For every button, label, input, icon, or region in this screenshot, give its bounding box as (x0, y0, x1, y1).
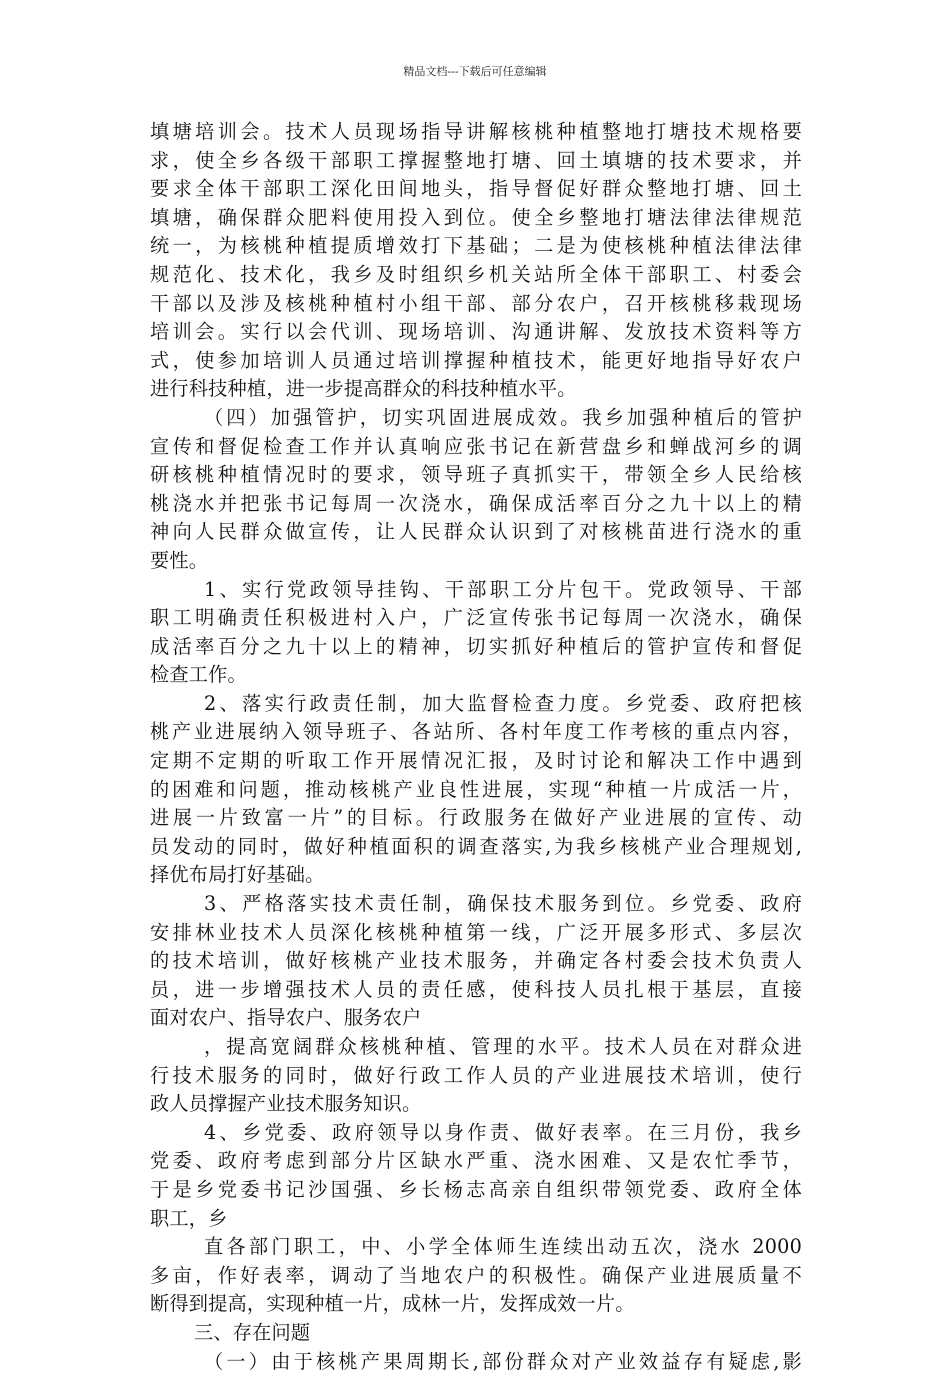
text-line: （一）由于核桃产果周期长,部份群众对产业效益存有疑虑,影 (204, 1349, 802, 1373)
page-header: 精品文档---下载后可任意编辑 (403, 65, 547, 78)
text-line: 宣传和督促检查工作并认真响应张书记在新营盘乡和蝉战河乡的调 (150, 434, 802, 458)
text-line: 职工明确责任积极进村入户，广泛宣传张书记每周一次浇水，确保 (150, 606, 802, 630)
text-line: 式，使参加培训人员通过培训撑握种植技术，能更好地指导好农户 (150, 348, 802, 372)
text-line: 3、严格落实技术责任制，确保技术服务到位。乡党委、政府 (204, 892, 802, 916)
text-line: 的困难和问题，推动核桃产业良性进展，实现“种植一片成活一片， (150, 777, 802, 801)
text-line: 神向人民群众做宣传，让人民群众认识到了对核桃苗进行浇水的重 (150, 520, 802, 544)
text-line: 填塘培训会。技术人员现场指导讲解核桃种植整地打塘技术规格要 (150, 120, 802, 143)
text-line: ，提高宽阔群众核桃种植、管理的水平。技术人员在对群众进 (204, 1035, 802, 1058)
text-line: 党委、政府考虑到部分片区缺水严重、浇水困难、又是农忙季节， (150, 1149, 802, 1173)
text-line: 1、实行党政领导挂钩、干部职工分片包干。党政领导、干部 (204, 577, 802, 601)
text-line: 直各部门职工，中、小学全体师生连续出动五次，浇水 2000 (204, 1235, 802, 1259)
text-line: 三、存在问题 (194, 1320, 311, 1344)
text-line: 政人员撑握产业技术服务知识。 (150, 1092, 422, 1116)
text-line: 员发动的同时，做好种植面积的调查落实,为我乡核桃产业合理规划, (150, 834, 802, 858)
text-line: 干部以及涉及核桃种植村小组干部、部分农户，召开核桃移栽现场 (150, 291, 802, 315)
text-line: 于是乡党委书记沙国强、乡长杨志高亲自组织带领党委、政府全体 (150, 1177, 802, 1201)
document-body (150, 118, 802, 1376)
text-line: 研核桃种植情况时的要求，领导班子真抓实干，带领全乡人民给核 (150, 463, 802, 487)
text-line: 4、乡党委、政府领导以身作责、做好表率。在三月份，我乡 (204, 1120, 802, 1144)
text-line: 2、落实行政责任制，加大监督检查力度。乡党委、政府把核 (204, 691, 802, 715)
text-line: 行技术服务的同时，做好行政工作人员的产业进展技术培训，使行 (150, 1063, 802, 1087)
text-line: 要求全体干部职工深化田间地头，指导督促好群众整地打塘、回土 (150, 177, 802, 201)
text-line: 多亩，作好表率，调动了当地农户的积极性。确保产业进展质量不 (150, 1263, 802, 1287)
text-line: 要性。 (150, 548, 209, 572)
text-line: （四）加强管护，切实巩固进展成效。我乡加强种植后的管护 (204, 405, 802, 429)
text-line: 填塘，确保群众肥料使用投入到位。使全乡整地打塘法律法律规范 (150, 205, 802, 229)
text-line: 统一，为核桃种植提质增效打下基础；二是为使核桃种植法律法律 (150, 234, 802, 258)
text-line: 规范化、技术化，我乡及时组织乡机关站所全体干部职工、村委会 (150, 262, 802, 286)
text-line: 的技术培训，做好核桃产业技术服务，并确定各村委会技术负责人 (150, 949, 802, 973)
text-line: 培训会。实行以会代训、现场培训、沟通讲解、发放技术资料等方 (150, 320, 802, 344)
text-line: 定期不定期的听取工作开展情况汇报，及时讨论和解决工作中遇到 (150, 749, 802, 773)
text-line: 成活率百分之九十以上的精神，切实抓好种植后的管护宣传和督促 (150, 634, 802, 658)
text-line: 职工，乡 (150, 1206, 228, 1230)
text-line: 员，进一步增强技术人员的责任感，使科技人员扎根于基层，直接 (150, 977, 802, 1001)
text-line: 检查工作。 (150, 663, 247, 687)
text-line: 进展一片致富一片”的目标。行政服务在做好产业进展的宣传、动 (150, 806, 802, 830)
text-line: 桃产业进展纳入领导班子、各站所、各村年度工作考核的重点内容， (150, 720, 802, 744)
text-line: 安排林业技术人员深化核桃种植第一线，广泛开展多形式、多层次 (150, 920, 802, 944)
text-line: 断得到提高，实现种植一片，成林一片，发挥成效一片。 (150, 1292, 635, 1316)
text-line: 桃浇水并把张书记每周一次浇水，确保成活率百分之九十以上的精 (150, 491, 802, 515)
text-line: 求，使全乡各级干部职工撑握整地打塘、回土填塘的技术要求，并 (150, 148, 802, 172)
text-line: 进行科技种植，进一步提高群众的科技种植水平。 (150, 377, 577, 401)
text-line: 面对农户、指导农户、服务农户 (150, 1006, 422, 1030)
text-line: 择优布局打好基础。 (150, 863, 325, 887)
